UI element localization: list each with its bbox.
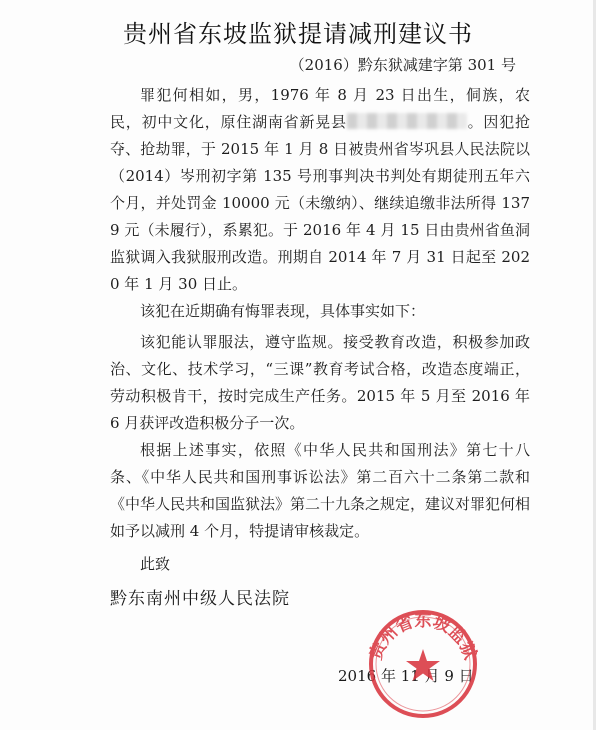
paragraph-1	[110, 82, 530, 298]
paragraph-1-text-a: 罪犯何相如，男，1976 年 8 月 23 日出生，侗族，农民，初中文化，原住湖南省新晃县	[110, 86, 530, 131]
document-number: （2016）黔东狱减建字第 301 号	[289, 56, 516, 74]
seal-text-path: 贵州省东坡监狱	[366, 611, 480, 663]
closing-salutation: 此致	[140, 555, 171, 573]
recipient-court: 黔东南州中级人民法院	[110, 589, 290, 609]
paragraph-2: 该犯在近期确有悔罪表现，具体事实如下：	[140, 302, 426, 320]
paragraph-3: 该犯能认罪服法，遵守监规。接受教育改造，积极参加政治、文化、技术学习，“三课”教育考试合格，改造态度端正，劳动积极肯干，按时完成生产任务。2015 年 5 月至 2016 年 6 月获评改造积极分子一次。	[110, 333, 530, 432]
official-seal-stamp	[358, 605, 488, 723]
paragraph-1-text-b: 。因犯抢夺、抢劫罪，于 2015 年 1 月 8 日被贵州省岑巩县人民法院以（2014）岑刑初字第 135 号刑事判决书判处有期徒刑五年六个月，并处罚金 10000 元（未缴纳）、继续追缴非法所得 1379 元（未履行），系累犯。于 2016 年 4 月 15 日由贵州省鱼洞监狱调入我狱服刑改造。刑期自 2014 年 7 月 31 日起至 2020 年 1 月 30 日止。	[110, 113, 530, 293]
seal-star-icon	[406, 649, 440, 681]
redacted-address	[347, 113, 467, 129]
document-title: 贵州省东坡监狱提请减刑建议书	[123, 20, 473, 48]
document-date: 2016 年 11 月 9 日	[338, 667, 474, 685]
paragraph-4: 根据上述事实，依照《中华人民共和国刑法》第七十八条、《中华人民共和国刑事诉讼法》第二百六十二条第二款和《中华人民共和国监狱法》第二十九条之规定，建议对罪犯何相如予以减刑 4 个月，特提请审核裁定。	[110, 441, 531, 540]
